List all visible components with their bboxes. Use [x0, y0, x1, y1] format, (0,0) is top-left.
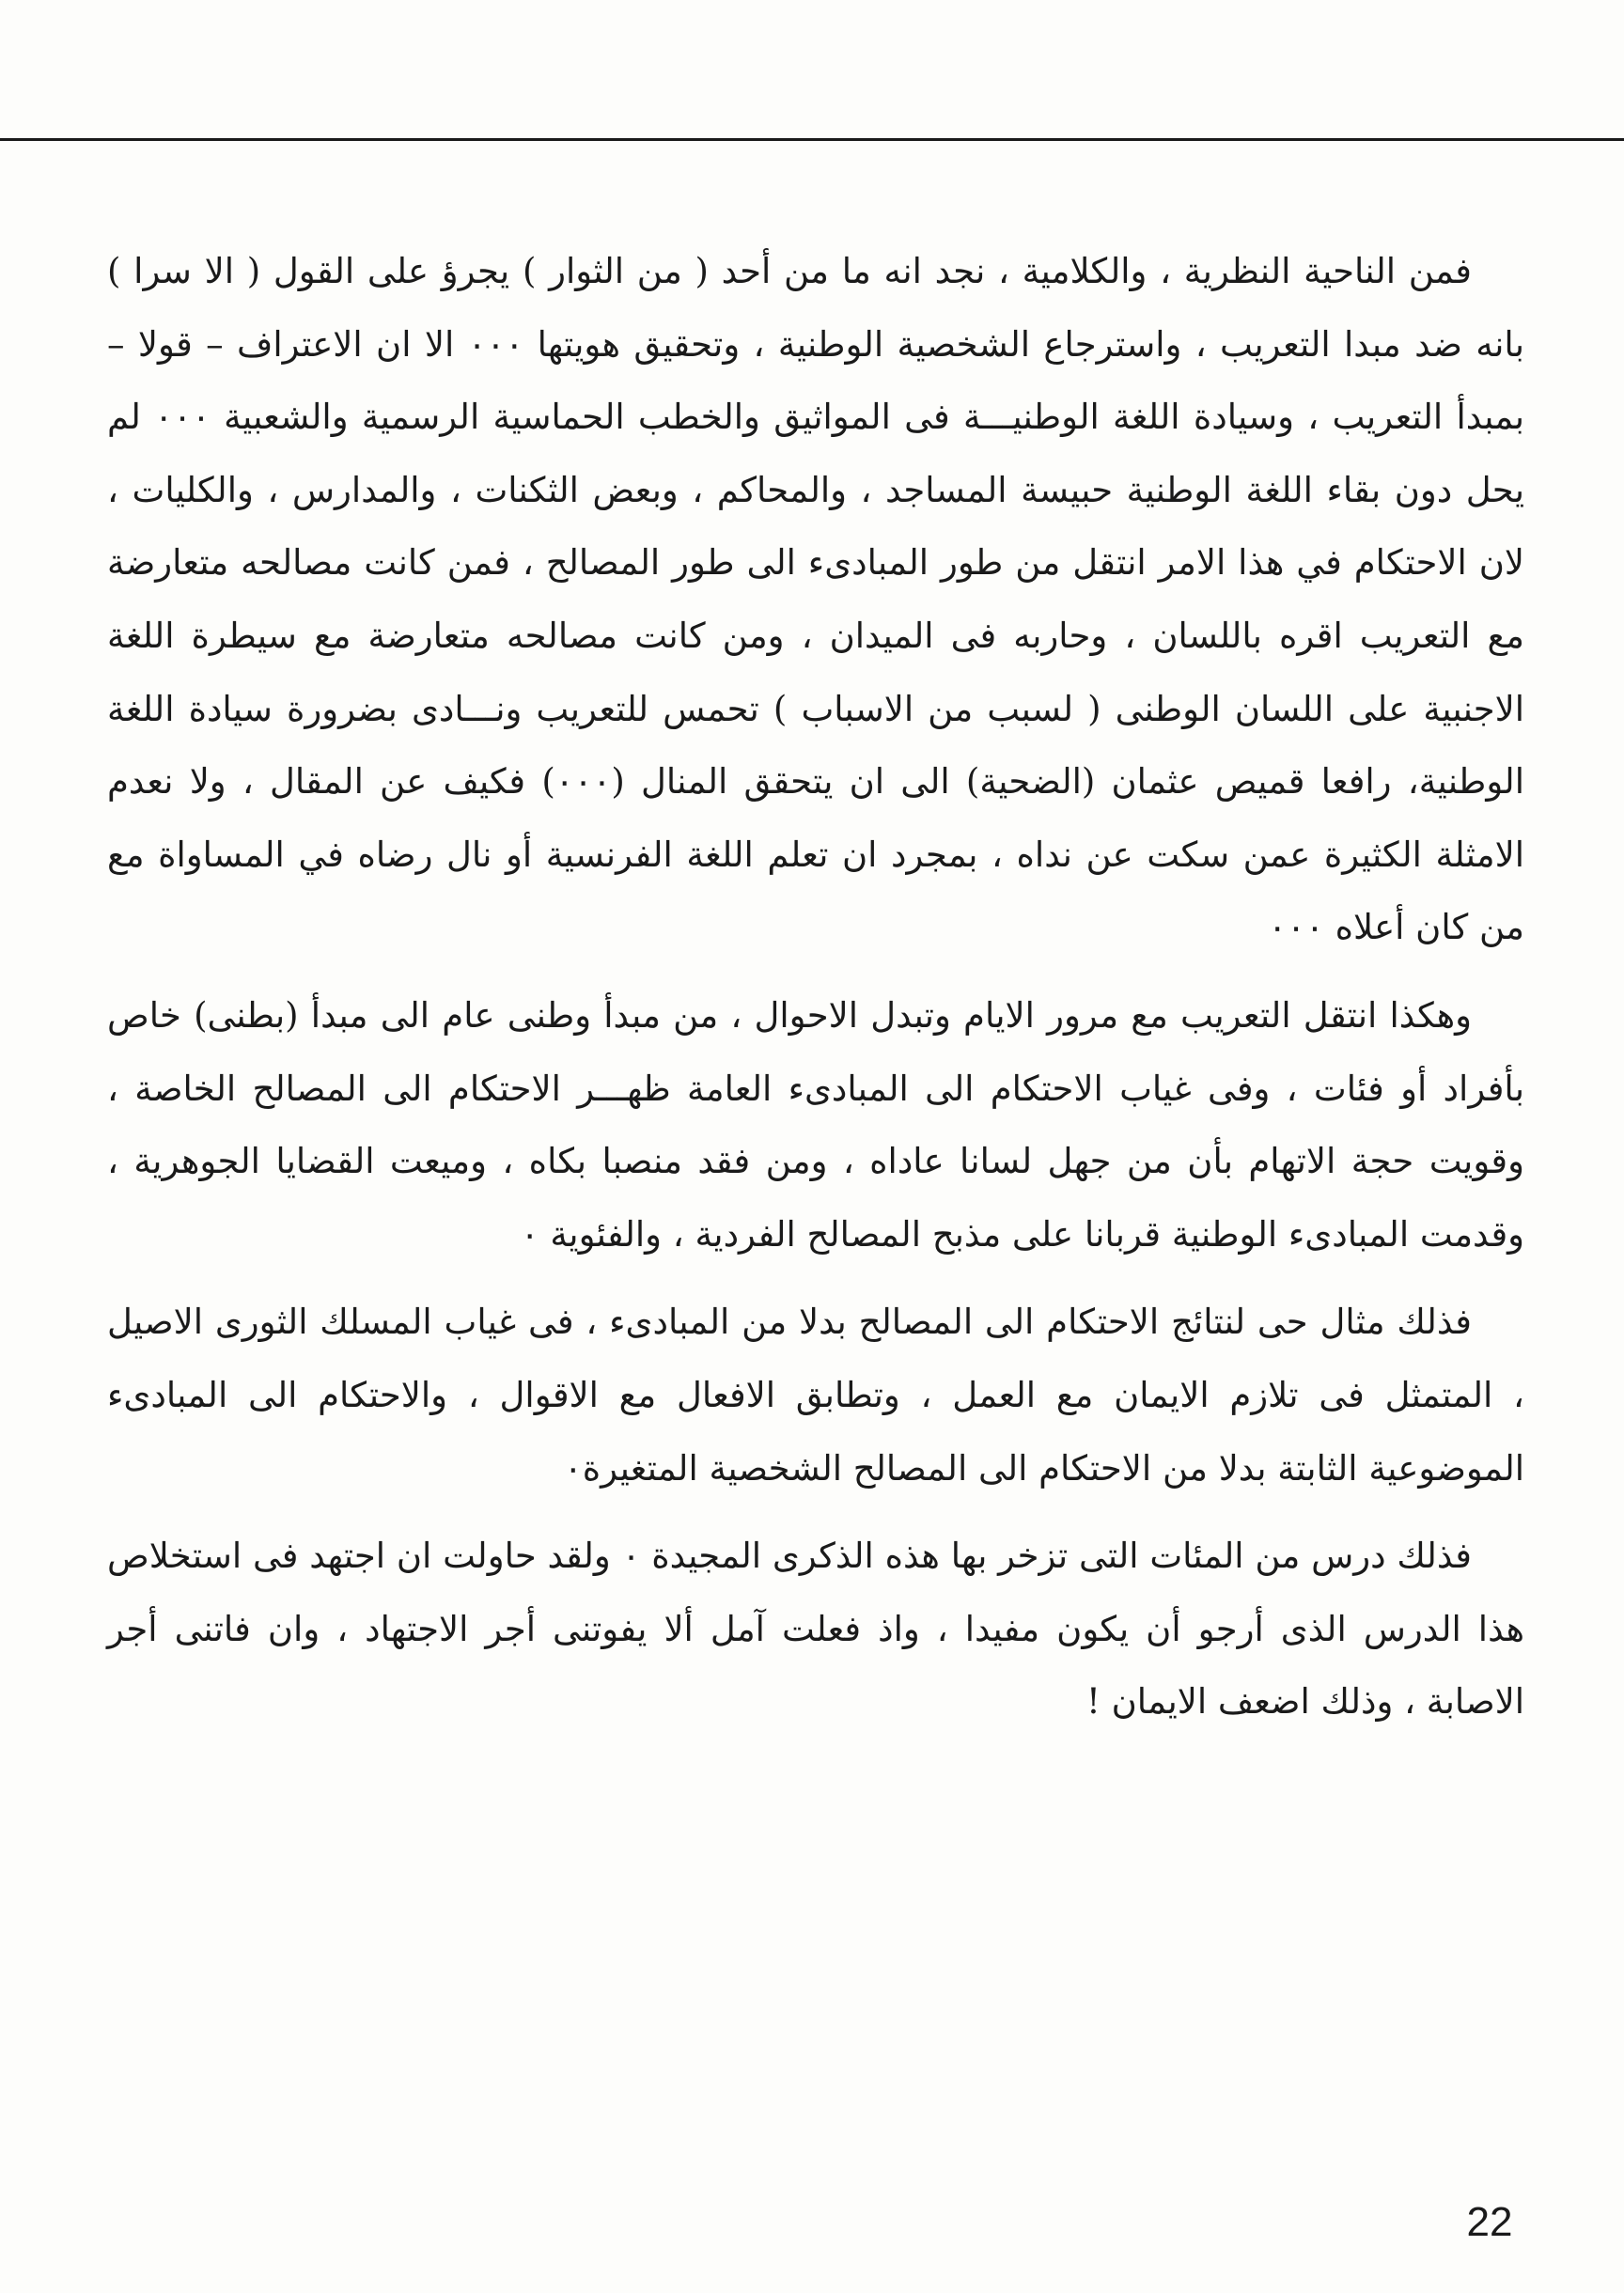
- body-text: [107, 235, 1524, 1739]
- paragraph-3: فذلك مثال حى لنتائج الاحتكام الى المصالح بدلا من المبادىء ، فى غياب المسلك الثورى الاصيل ، المتمثل فى تلازم الايمان مع العمل ، وتطابق الافعال مع الاقوال ، والاحتكام الى المبادىء الموضوعية الثابتة بدلا من الاحتكام الى المصالح الشخصية المتغيرة٠: [107, 1302, 1524, 1489]
- paragraph-2: وهكذا انتقل التعريب مع مرور الايام وتبدل الاحوال ، من مبدأ وطنى عام الى مبدأ (بطنى) خاص بأفراد أو فئات ، وفى غياب الاحتكام الى المبادىء العامة ظهـــر الاحتكام الى المصالح الخاصة ، وقويت حجة الاتهام بأن من جهل لسانا عاداه ، ومن فقد منصبا بكاه ، وميعت القضايا الجوهرية ، وقدمت المبادىء الوطنية قربانا على مذبح المصالح الفردية ، والفئوية ٠: [107, 994, 1524, 1255]
- header-rule: [0, 138, 1624, 141]
- paragraph-4: فذلك درس من المئات التى تزخر بها هذه الذكرى المجيدة ٠ ولقد حاولت ان اجتهد فى استخلاص هذا الدرس الذى أرجو أن يكون مفيدا ، واذ فعلت آمل ألا يفوتنى أجر الاجتهاد ، وان فاتنى أجر الاصابة ، وذلك اضعف الايمان !: [107, 1536, 1524, 1723]
- page-number: 22: [1466, 2199, 1513, 2245]
- paragraph-1: فمن الناحية النظرية ، والكلامية ، نجد انه ما من أحد ( من الثوار ) يجرؤ على القول ( الا سرا ) بانه ضد مبدا التعريب ، واسترجاع الشخصية الوطنية ، وتحقيق هويتها ٠٠٠ الا ان الاعتراف – قولا – بمبدأ التعريب ، وسيادة اللغة الوطنيـــة فى المواثيق والخطب الحماسية الرسمية والشعبية ٠٠٠ لم يحل دون بقاء اللغة الوطنية حبيسة المساجد ، والمحاكم ، وبعض الثكنات ، والمدارس ، والكليات ، لان الاحتكام في هذا الامر انتقل من طور المبادىء الى طور المصالح ، فمن كانت مصالحه متعارضة مع التعريب اقره باللسان ، وحاربه فى الميدان ، ومن كانت مصالحه متعارضة مع سيطرة اللغة الاجنبية على اللسان الوطنى ( لسبب من الاسباب ) تحمس للتعريب ونـــادى بضرورة سيادة اللغة الوطنية، رافعا قميص عثمان (الضحية) الى ان يتحقق المنال (٠٠٠) فكيف عن المقال ، ولا نعدم الامثلة الكثيرة عمن سكت عن نداه ، بمجرد ان تعلم اللغة الفرنسية أو نال رضاه في المساواة مع من كان أعلاه ٠٠٠: [107, 251, 1524, 948]
